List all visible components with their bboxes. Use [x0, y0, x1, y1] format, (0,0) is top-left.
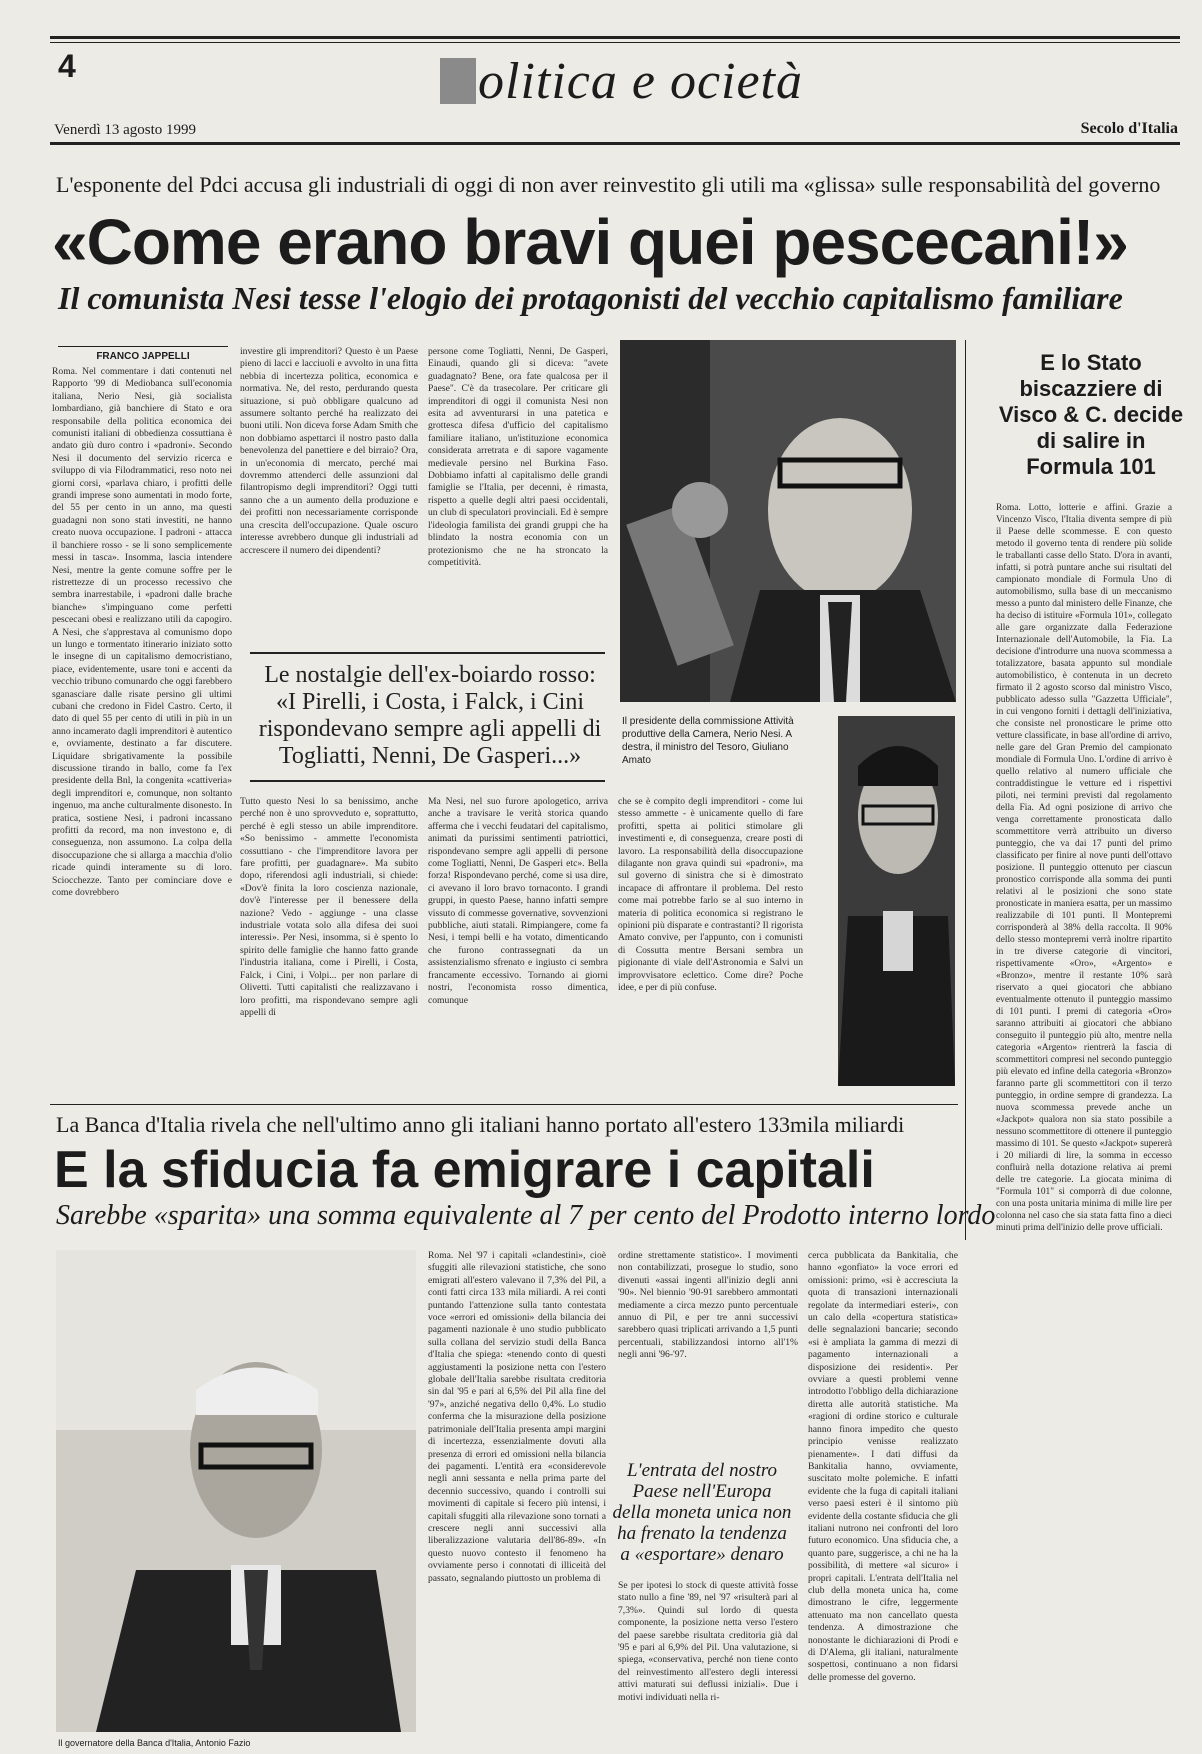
- top-rule-thin: [50, 42, 1180, 43]
- article2-subhead: Sarebbe «sparita» una somma equivalente al 7 per cento del Prodotto interno lordo: [56, 1200, 996, 1231]
- article2-column-1: Roma. Nel '97 i capitali «clandestini», cioè sfuggiti alle rilevazioni statistiche, che sono emigrati all'estero valevano il 7,3% del Pil, a conti fatti circa 133 mila miliardi. A rei conti puntando l'attenzione sulla tanto contestata voce «errori ed omissioni» della bilancia dei pagamenti nazionale è uno studio pubblicato sulla collana del servizio studi della Banca d'Italia che spiega: «tenendo conto di questi aggiustamenti la posizione netta con l'estero globale dell'Italia sarebbe risultata creditoria sin dal '95 e pari al 6,5% del Pil alla fine del '97», anziché negativa dello 0,4%. Lo studio conferma che la misurazione della posizione patrimoniale dell'Italia presenta ampi margini di incertezza, essenzialmente dovuti alla presenza di errori ed omissioni nella bilancia dei pagamenti. L'entità era «considerevole negli anni sessanta e nella prima parte del decennio successivo, quando i controlli sui movimenti di capitale si fecero più intensi, i capitali sfuggiti alla rilevazione sono tornati a crescere negli anni successivi alla liberalizzazione valutaria dell'86-89». «In questo nuovo contesto il fenomeno ha ovviamente perso i connotati di illiceità del passato, segnalando piuttosto un problema di: [428, 1250, 606, 1584]
- article1-column-6: che se è compito degli imprenditori - come lui stesso ammette - è unicamente quello di fare profitti, spetta ai politici stimolare gli investimenti e, di conseguenza, creare posti di lavoro. La responsabilità della disoccupazione dilagante non grava quindi sui «padroni», ma sul governo di sinistra che si è dimostrato incapace di affrontare il problema. Del resto come mai potrebbe farlo se al suo interno in materia di politica economica si registrano le opinioni più disparate e contrastanti? Il rigorista Amato convive, per l'appunto, con i comunisti di Cossutta mentre Bersani sembra un pigionante di viale dell'Astronomia e Salvi un improvvisatore eclettico. Come dire? Poche idee, e per di più confuse.: [618, 796, 803, 994]
- section-initial-p-icon: [440, 58, 476, 104]
- article1-subhead: Il comunista Nesi tesse l'elogio dei protagonisti del vecchio capitalismo familiare: [58, 280, 1123, 316]
- photo-antonio-fazio: [56, 1250, 416, 1732]
- article2-top-rule: [50, 1104, 958, 1105]
- article1-column-4: Tutto questo Nesi lo sa benissimo, anche perché non è uno sprovveduto e, soprattutto, perché è egli stesso un abile imprenditore. «So benissimo - ammette l'economista cossuttiano - che l'imprenditore lavora per fare profitti, per guadagnare». Ma subito dopo, riferendosi agli industriali, si chiede: «Dov'è finita la loro coscienza nazionale, dov'è l'interesse per il benessere della nazione? Vedo - aggiunge - una classe industriale votata solo alla difesa dei suoi interessi». Per Nesi, insomma, si è spento lo spirito delle famiglie che hanno fatto grande l'industria italiana, come i Pirelli, i Costa, Falck, i Cini, i Volpi... per non parlare di Olivetti. Tutti capitalisti che realizzavano i loro profitti, ma rispondevano sempre agli appelli di: [240, 796, 418, 1018]
- top-rule: [50, 36, 1180, 39]
- section-title: [440, 52, 803, 111]
- article2-headline: E la sfiducia fa emigrare i capitali: [54, 1141, 875, 1199]
- photo-caption-fazio: Il governatore della Banca d'Italia, Antonio Fazio: [58, 1738, 251, 1748]
- photo-nerio-nesi: [620, 340, 956, 702]
- article2-kicker: La Banca d'Italia rivela che nell'ultimo anno gli italiani hanno portato all'estero 133mila miliardi: [56, 1112, 905, 1137]
- page-number: 4: [58, 48, 76, 84]
- article1-byline: FRANCO JAPPELLI: [58, 346, 228, 362]
- article2-column-2b: Se per ipotesi lo stock di queste attività fosse stato nullo a fine '89, nel '97 «risulterà pari al 7,3%». Quindi sul lordo di questa componente, la posizione netta verso l'estero del paese sarebbe risultata creditoria già dal '95 e pari al 6,9% del Pil. Una valutazione, si spiega, «conservativa, perché non tiene conto del reinvestimento all'estero degli interessi attivi maturati sui deflussi iniziali». Due i motivi individuati nella ri-: [618, 1580, 798, 1703]
- article1-kicker: L'esponente del Pdci accusa gli industriali di oggi di non aver reinvestito gli utili ma «glissa» sulle responsabilità del governo: [56, 172, 1161, 197]
- article2-column-2: ordine strettamente statistico». I movimenti non contabilizzati, prosegue lo studio, sono divenuti «assai ingenti all'inizio degli anni '90». Nel biennio '90-91 sarebbero ammontati mediamente a circa mezzo punto percentuale annuo di Pil, e per tre anni successivi sarebbero quasi triplicati arrivando a 1,5 punti percentuali, stabilizzandosi intorno all'1% negli anni '96-'97.: [618, 1250, 798, 1361]
- article1-column-5: Ma Nesi, nel suo furore apologetico, arriva anche a travisare le verità storica quando afferma che i vecchi feudatari del capitalismo, animati da purissimi sentimenti patriottici, rispondevano sempre agli appelli di persone come Togliatti, Nenni, De Gasperi etc». Bella forza! Rispondevano perché, come si usa dire, ci avevano il loro bravo tornaconto. I grandi gruppi, in questo Paese, hanno infatti sempre vissuto di commesse governative, sovvenzioni pubbliche, aiuti statali. Rimpiangere, come fa Nesi, i tempi belli e ha votato, dimenticando che furono contrassegnati da un assistenzialismo sfrenato e ingiusto ci sembra francamente eccessivo. Tornando ai giorni nostri, l'economista rosso dimentica, comunque: [428, 796, 608, 1006]
- newspaper-name: Secolo d'Italia: [1080, 120, 1178, 137]
- article2-column-3: cerca pubblicata da Bankitalia, che hanno «gonfiato» la voce errori ed omissioni: primo, «si è accresciuta la quota di transazioni internazionali regolate da intermediari esteri», con un calo della «copertura statistica» delle segnalazioni bancarie; secondo «si è ampliata la gamma di mezzi di pagamento internazionali a disposizione dei residenti». Per ovviare a questi problemi venne introdotto l'obbligo della dichiarazione diretta alle autorità statistiche. Ma «ragioni di ordine storico e culturale hanno finora impedito che questo principio venisse realizzato pienamente». I dati diffusi da Bankitalia hanno, ovviamente, suscitato molte polemiche. E infatti evidente che la fuga di capitali italiani verso paesi esteri è il sintomo più evidente della costante sfiducia che gli italiani nutrono nei confronti del loro futuro economico. Una sfiducia che, a quanto pare, suggerisce, a chi ne ha la possibilità, di mettere «al sicuro» i propri capitali. L'entrata dell'Italia nel club della moneta unica ha, come dimostrano le cifre, leggermente attenuato ma non cancellato questa tendenza. A dimostrazione che nonostante le dichiarazioni di Prodi e di D'Alema, gli italiani, naturalmente sospettosi, continuano a non fidarsi delle promesse del governo.: [808, 1250, 958, 1683]
- article1-pull-quote: Le nostalgie dell'ex-boiardo rosso: «I Pirelli, i Costa, i Falck, i Cini rispondevano sempre agli appelli di Togliatti, Nenni, De Gasperi...»: [258, 662, 602, 769]
- sidebar-headline: E lo Stato biscazziere di Visco & C. decide di salire in Formula 101: [998, 350, 1184, 479]
- quote-rule-top: [250, 652, 605, 654]
- issue-date: Venerdì 13 agosto 1999: [54, 122, 197, 138]
- article1-column-3: persone come Togliatti, Nenni, De Gasperi, Einaudi, quando gli si diceva: "avete guadagnato? Bene, ora fate qualcosa per il Paese". C'è da trasecolare. Per criticare gli imprenditori di oggi il comunista Nesi non esita ad avventurarsi in una patetica e grottesca difesa d'ufficio del capitalismo familiare italiano, un'istituzione economica considerata arretrata e di sapore vagamente medievale persino nel Burkina Faso. Dobbiamo infatti al capitalismo delle grandi famiglie se l'Italia, per decenni, è rimasta, rispetto a quelle degli altri paesi occidentali, un club di speculatori provinciali. Ed è sempre l'ideologia familista dei grandi gruppi che ha blindato la nostra economia con un protezionismo che ne ha stroncato la competitività.: [428, 346, 608, 568]
- article1-column-2: investire gli imprenditori? Questo è un Paese pieno di lacci e lacciuoli e avvolto in una fitta nebbia di incertezza politica, economica e normativa. Ne, del resto, perdurando questa situazione, si può obbligare qualcuno ad assumere soltanto perché ha realizzato dei buoni utili. Non diceva forse Adam Smith che non dobbiamo aspettarci il nostro pasto dalla benevolenza del panettiere e del birraio? Ora, in un'economia di mercato, perché mai dovremmo attenderci delle assunzioni dal filantropismo degli imprenditori? Oggi tutti sanno che a un aumento della produzione e dei profitti non necessariamente corrisponde una crescita dell'occupazione. Quale oscuro interesse avrebbero dunque gli industriali ad accrescere il numero dei dipendenti?: [240, 346, 418, 556]
- header-bottom-rule: [50, 142, 1180, 145]
- article1-headline: «Come erano bravi quei pescecani!»: [52, 206, 1128, 278]
- article1-column-1: Roma. Nel commentare i dati contenuti nel Rapporto '99 di Mediobanca sull'economia italiana, Nerio Nesi, già socialista lombardiano, già banchiere di Stato e ora responsabile della politica economica dei comunisti italiani di obbedienza cossuttiana è andato giù duro contro i «padroni». Secondo Nesi il documento del servizio ricerca e sviluppo di via Filodrammatici, reso noto nei giorni corsi, «parlava chiaro, i profitti delle grandi imprese sono aumentati in modo forte, del 55 per cento in un anno, ma questi guadagni non sono stati investiti, ne hanno creato nuova occupazione. I padroni - attacca il banchiere rosso - se li sono semplicemente messi in tasca». Insomma, lascia intendere Nesi, mentre la gente comune soffre per le ristrettezze di un processo recessivo che sembra inarrestabile, i «padroni dalle brache bianche» s'impinguano come perfetti pescecani obesi e realizzano utili da capogiro. A Nesi, che s'apprestava al comunismo dopo un lungo e tormentato itinerario iniziato sotto le insegne di un capitalismo democristiano, piace, evidentemente, usare toni e accenti da vecchio tribuno comunardo che oggi farebbero sganasciare dalle risate persino gli ultimi cubani che credono in Fidel Castro. Certo, il dato di quel 55 per cento di utili in più in un anno incamerato dagli imprenditori è autentico e, ovviamente, destinato a far discutere. Liquidare sbrigativamente la possibile discussione tirando in ballo, come fa l'ex presidente della Bnl, la congenita «cattiveria» degli imprenditori e, comunque, non soltanto ingenuo, ma anche culturalmente disonesto. In pratica, sostiene Nesi, i padroni incassano profitti da record, ma non investono e, di conseguenza, non assumono. La colpa della disoccupazione che si allarga a macchia d'olio ricade quindi interamente su di loro. Sciocchezze. Tanto per cominciare dove e come dovrebbero: [52, 366, 232, 899]
- sidebar-divider: [965, 340, 966, 1240]
- section-title-text: olitica e ocietà: [478, 53, 804, 110]
- article2-pull-quote: L'entrata del nostro Paese nell'Europa della moneta unica non ha frenato la tendenza a «esportare» denaro: [612, 1460, 792, 1565]
- quote-rule-bottom: [250, 780, 605, 782]
- sidebar-body: Roma. Lotto, lotterie e affini. Grazie a Vincenzo Visco, l'Italia diventa sempre di più il Paese delle scommesse. E con questo metodo il governo tenta di rendere più solide le traballanti casse dello Stato. D'ora in avanti, infatti, si potrà puntare anche sui risultati del campionato mondiale di Formula Uno di automobilismo, sulla base di un meccanismo messo a punto dal ministero delle Finanze, che ha deciso di istituire «Formula 101», collegato alle gare organizzate dalla Federazione Internazionale dell'Automobile, la Fia. La decisione d'introdurre una nuova scommessa a totalizzatore, basata appunto sul mondiale automobilistico, è contenuta in un decreto firmato il 2 agosto scorso dal ministro Visco, pubblicato adesso sulla "Gazzetta Ufficiale", in cui vengono forniti i dettagli dell'iniziativa, che consiste nel pronosticare le prime otto vetture classificate, in base all'ordine di arrivo, nelle gare del Gran Premio del campionato mondiale di Formula Uno. L'ordine di arrivo è quello relativo al numero ufficiale che contraddistingue le vetture ed i rispettivi piloti, nei termini previsti dal regolamento della Fia. Ad ogni posizione di arrivo che venga correttamente pronosticata dallo scommettitore verrà attribuito un diverso punteggio, che va dai 17 punti del primo classificato per finire al nove punti dell'ottavo posizione. Il punteggio ottenuto per ciascun pronostico corrisponde alla somma dei punti relativi al le posizioni che sono state pronosticate in maniera esatta, per un massimo realizzabile di 101 punti. Il Montepremi corrisponderà al 38% della raccolta. Il 90% dello stesso montepremi verrà inoltre ripartito in tre diverse categorie di vincitori, rispettivamente «Oro», «Argento» e «Bronzo», mentre il restante 10% sarà riservato a quei giocatori che abbiano eventualmente ottenuto il punteggio massimo di 101 punti. I premi di categoria «Oro» saranno attribuiti ai giocatori che abbiano conseguito il punteggio più alto, mentre nella categoria «Argento» rientrerà la fascia di scommettitori compresi nel secondo punteggio più elevato ed infine della categoria «Bronzo» faranno parte gli scommettitori con il terzo punteggio, in ordine sempre di grandezza. La nuova scommessa prevede anche un «Jackpot» qualora non sia stato possibile a nessuno scommettitore di ottenere il punteggio massimo di 101. Se questo «Jackpot» supererà i 20 miliardi di lire, la somma in eccesso confluirà nella dotazione relativa ai premi delle tre categorie. La giocata minima di "Formula 101" si comporrà di due colonne, con una posta unitaria minima di mille lire per colonna nel caso che sia stata fatta fino a dieci minuti prima dell'inizio delle prove ufficiali.: [996, 503, 1172, 1233]
- photo-giuliano-amato: [838, 716, 955, 1086]
- photo-caption-nesi: Il presidente della commissione Attività produttive della Camera, Nerio Nesi. A destra, il ministro del Tesoro, Giuliano Amato: [622, 716, 794, 766]
